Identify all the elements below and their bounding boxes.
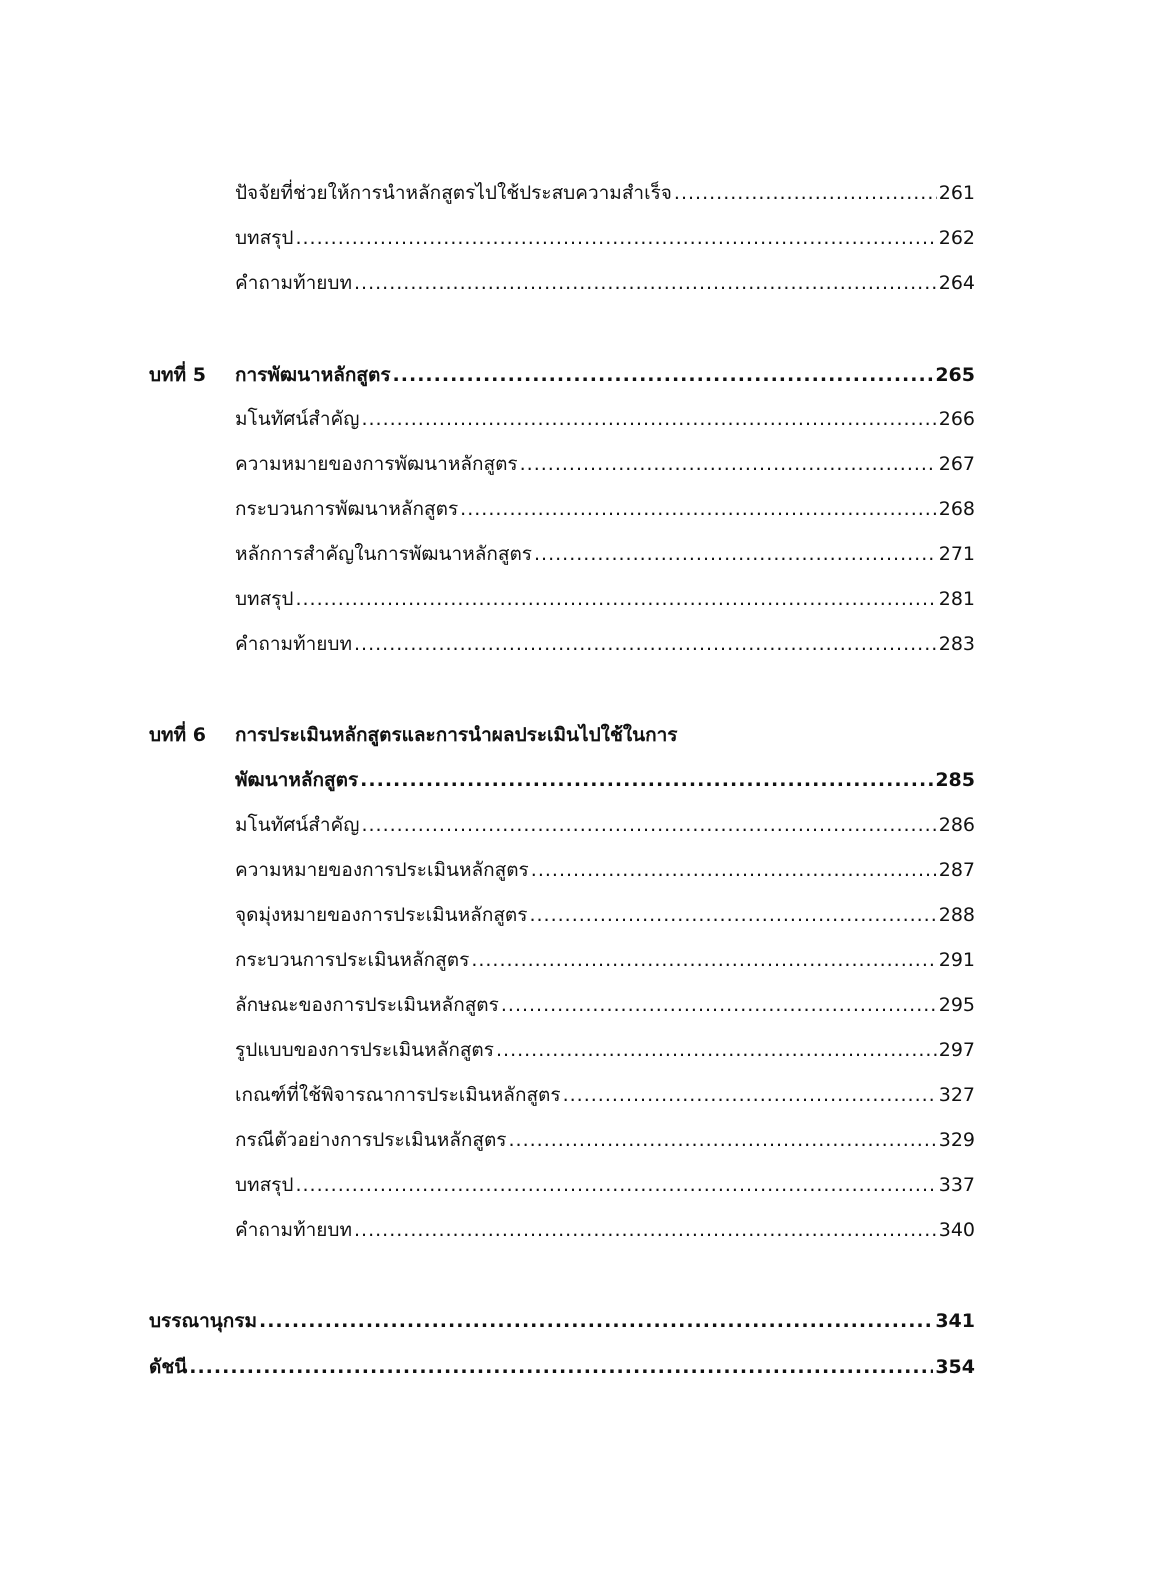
toc-entry-page: 337 — [938, 1174, 975, 1196]
chapter-title-line2: พัฒนาหลักสูตร — [235, 769, 359, 791]
toc-chapter-6[interactable] — [235, 767, 975, 793]
toc-entry[interactable] — [235, 1037, 975, 1063]
toc-entry-title: คำถามท้ายบท — [235, 633, 352, 655]
toc-entry[interactable] — [235, 541, 975, 567]
toc-entry-page: 340 — [938, 1219, 975, 1241]
chapter-label: บทที่ 5 — [149, 364, 206, 386]
toc-chapter-5[interactable] — [149, 362, 975, 388]
toc-entry-page: 264 — [938, 272, 975, 294]
dot-leader — [460, 496, 937, 522]
toc-entry-title: ลักษณะของการประเมินหลักสูตร — [235, 994, 499, 1016]
toc-entry-page: 288 — [938, 904, 975, 926]
chapter-title-line1: การประเมินหลักสูตรและการนำผลประเมินไปใช้ในการ — [235, 724, 678, 746]
toc-entry-page: 271 — [938, 543, 975, 565]
toc-entry-page: 327 — [938, 1084, 975, 1106]
toc-entry-title: มโนทัศน์สำคัญ — [235, 408, 360, 430]
dot-leader — [393, 362, 934, 388]
dot-leader — [501, 992, 937, 1018]
dot-leader — [496, 1037, 937, 1063]
toc-entry-title: หลักการสำคัญในการพัฒนาหลักสูตร — [235, 543, 533, 565]
toc-entry[interactable] — [235, 992, 975, 1018]
toc-entry[interactable] — [235, 180, 975, 206]
toc-entry-title: บทสรุป — [235, 227, 294, 249]
toc-entry-title: รูปแบบของการประเมินหลักสูตร — [235, 1039, 494, 1061]
dot-leader — [361, 406, 936, 432]
toc-entry-page: 287 — [938, 859, 975, 881]
toc-entry-page: 295 — [938, 994, 975, 1016]
dot-leader — [354, 270, 937, 296]
toc-entry-title: มโนทัศน์สำคัญ — [235, 814, 360, 836]
toc-entry[interactable] — [235, 270, 975, 296]
bibliography-page: 341 — [935, 1310, 975, 1332]
dot-leader — [529, 902, 936, 928]
bibliography-title: บรรณานุกรม — [149, 1310, 257, 1332]
chapter-page: 285 — [935, 769, 975, 791]
dot-leader — [563, 1082, 937, 1108]
dot-leader — [361, 812, 936, 838]
index-title: ดัชนี — [149, 1356, 188, 1378]
toc-entry[interactable] — [235, 1127, 975, 1153]
toc-entry[interactable] — [235, 1172, 975, 1198]
toc-entry-page: 297 — [938, 1039, 975, 1061]
dot-leader — [531, 857, 937, 883]
toc-entry-page: 286 — [938, 814, 975, 836]
toc-entry-title: บทสรุป — [235, 1174, 294, 1196]
dot-leader — [509, 1127, 937, 1153]
toc-entry-title: คำถามท้ายบท — [235, 1219, 352, 1241]
dot-leader — [354, 631, 937, 657]
toc-entry-title: ความหมายของการประเมินหลักสูตร — [235, 859, 529, 881]
toc-entry[interactable] — [235, 631, 975, 657]
dot-leader — [189, 1354, 933, 1380]
chapter-title: การพัฒนาหลักสูตร — [235, 364, 391, 386]
toc-entry-title: กรณีตัวอย่างการประเมินหลักสูตร — [235, 1129, 507, 1151]
toc-entry-title: ปัจจัยที่ช่วยให้การนำหลักสูตรไปใช้ประสบความสำเร็จ — [235, 182, 672, 204]
toc-entry-page: 267 — [938, 453, 975, 475]
toc-entry[interactable] — [235, 451, 975, 477]
toc-entry[interactable] — [235, 947, 975, 973]
toc-chapter-6-heading[interactable] — [149, 722, 975, 748]
toc-entry-page: 329 — [938, 1129, 975, 1151]
dot-leader — [259, 1308, 933, 1334]
toc-entry-page: 262 — [938, 227, 975, 249]
toc-entry-title: กระบวนการประเมินหลักสูตร — [235, 949, 470, 971]
dot-leader — [520, 451, 937, 477]
chapter-label: บทที่ 6 — [149, 724, 206, 746]
toc-entry-title: จุดมุ่งหมายของการประเมินหลักสูตร — [235, 904, 528, 926]
dot-leader — [354, 1217, 937, 1243]
toc-entry-title: บทสรุป — [235, 588, 294, 610]
dot-leader — [295, 1172, 936, 1198]
dot-leader — [471, 947, 936, 973]
toc-entry[interactable] — [235, 586, 975, 612]
chapter-page: 265 — [935, 364, 975, 386]
toc-entry-title: คำถามท้ายบท — [235, 272, 352, 294]
dot-leader — [534, 541, 937, 567]
toc-index[interactable] — [149, 1354, 975, 1380]
toc-entry[interactable] — [235, 812, 975, 838]
toc-entry-title: กระบวนการพัฒนาหลักสูตร — [235, 498, 459, 520]
toc-entry-page: 268 — [938, 498, 975, 520]
toc-entry-page: 283 — [938, 633, 975, 655]
dot-leader — [360, 767, 933, 793]
dot-leader — [295, 225, 936, 251]
toc-entry-page: 266 — [938, 408, 975, 430]
index-page: 354 — [935, 1356, 975, 1378]
toc-entry[interactable] — [235, 225, 975, 251]
toc-entry[interactable] — [235, 406, 975, 432]
toc-entry-title: ความหมายของการพัฒนาหลักสูตร — [235, 453, 518, 475]
toc-entry[interactable] — [235, 1082, 975, 1108]
toc-bibliography[interactable] — [149, 1308, 975, 1334]
toc-entry[interactable] — [235, 1217, 975, 1243]
toc-entry-title: เกณฑ์ที่ใช้พิจารณาการประเมินหลักสูตร — [235, 1084, 561, 1106]
toc-entry-page: 291 — [938, 949, 975, 971]
toc-entry[interactable] — [235, 857, 975, 883]
dot-leader — [674, 180, 937, 206]
toc-entry-page: 281 — [938, 588, 975, 610]
toc-entry[interactable] — [235, 496, 975, 522]
dot-leader — [295, 586, 936, 612]
toc-entry-page: 261 — [938, 182, 975, 204]
toc-entry[interactable] — [235, 902, 975, 928]
